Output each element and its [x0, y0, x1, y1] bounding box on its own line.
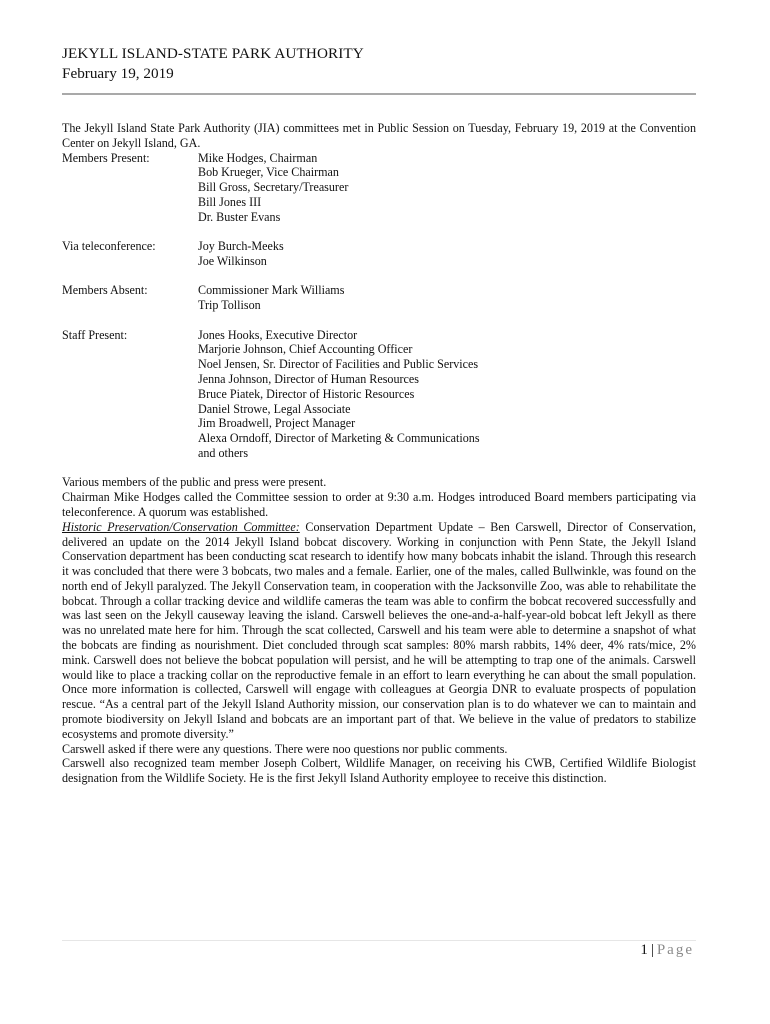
committee-heading: Historic Preservation/Conservation Committee:	[62, 519, 300, 534]
attendee-name: Daniel Strowe, Legal Associate	[198, 401, 351, 416]
attendance-label: Members Absent:	[62, 283, 148, 298]
attendee-name: Bob Krueger, Vice Chairman	[198, 165, 339, 180]
attendee-name: and others	[198, 445, 249, 460]
attendance-members-absent	[62, 283, 696, 313]
attendee-name: Dr. Buster Evans	[198, 209, 281, 224]
header-organization: JEKYLL ISLAND-STATE PARK AUTHORITY	[62, 45, 364, 62]
page-separator: |	[650, 942, 654, 958]
attendance-members-present	[62, 151, 696, 225]
attendee-name: Bill Jones III	[198, 194, 262, 209]
attendance-label: Staff Present:	[62, 327, 128, 342]
committee-update-paragraph	[62, 520, 696, 742]
header-divider	[62, 93, 696, 95]
attendance-names	[198, 151, 696, 225]
attendee-name: Alexa Orndoff, Director of Marketing & Communications	[198, 431, 480, 446]
public-present-paragraph: Various members of the public and press were present.	[62, 475, 327, 490]
questions-paragraph: Carswell asked if there were any questions. There were noo questions nor public comments.	[62, 741, 508, 756]
attendee-name: Mike Hodges, Chairman	[198, 150, 318, 165]
attendee-name: Bruce Piatek, Director of Historic Resources	[198, 386, 415, 401]
attendee-name: Marjorie Johnson, Chief Accounting Officer	[198, 342, 413, 357]
attendee-name: Commissioner Mark Williams	[198, 283, 345, 298]
attendance-names	[198, 239, 696, 269]
attendance-via-teleconference	[62, 239, 696, 269]
attendance-staff-present	[62, 328, 696, 461]
attendee-name: Trip Tollison	[198, 298, 261, 313]
committee-update-body: Conservation Department Update – Ben Carswell, Director of Conservation, delivered an update on the 2014 Jekyll Island bobcat discovery. Working in conjunction with Penn State, the Jekyll Island Conservation department has been conducting scat research to identify how many bobcats inhabit the island. Through this research it was concluded that there were 3 bobcats, two males and a female. Earlier, one of the males, called Bullwinkle, was found on the north end of Jekyll paralyzed. The Jekyll Conservation team, in cooperation with the Jacksonville Zoo, was able to rehabilitate the bobcat. Through a collar tracking device and wildlife cameras the team was able to confirm the bobcat recovered successfully and was last seen on the Jekyll causeway leaving the island. Carswell believes the one-and-a-half-year-old bobcat left Jekyll as there was no unrelated mate here for him. Through the scat collected, Carswell and his team were able to determine a snapshot of what the bobcats are finding as nourishment. Diet concluded through scat samples: 80% marsh rabbits, 14% deer, 4% rats/mice, 2% mink. Carswell does not believe the bobcat population will persist, and he will be attempting to trap one of the animals. Carswell would like to place a tracking collar on the reproductive female in an effort to learn everything he can about the small population. Once more information is collected, Carswell will engage with colleagues at Georgia DNR to evaluate prospects of population rescue. “As a central part of the Jekyll Island Authority mission, our conservation plan is to do whatever we can to maintain and promote biodiversity on Jekyll Island and bobcats are an important part of that. We believe in the value of predators to stabilize ecosystems and promote diversity.”	[62, 519, 696, 741]
page-word: Page	[656, 942, 694, 958]
attendee-name: Joe Wilkinson	[198, 253, 267, 268]
attendance-names	[198, 328, 696, 461]
attendee-name: Jim Broadwell, Project Manager	[198, 416, 356, 431]
page-number: 1	[640, 942, 648, 958]
attendee-name: Bill Gross, Secretary/Treasurer	[198, 180, 349, 195]
call-to-order-paragraph: Chairman Mike Hodges called the Committee session to order at 9:30 a.m. Hodges introduced Board members participating via teleconference. A quorum was established.	[62, 490, 696, 519]
attendance-label: Members Present:	[62, 150, 150, 165]
attendee-name: Jones Hooks, Executive Director	[198, 327, 358, 342]
attendance-label: Via teleconference:	[62, 239, 156, 254]
footer-divider	[62, 940, 696, 941]
page-number-footer	[640, 942, 694, 959]
recognition-paragraph: Carswell also recognized team member Joseph Colbert, Wildlife Manager, on receiving his CWB, Certified Wildlife Biologist designation from the Wildlife Society. He is the first Jekyll Island Authority employee to receive this distinction.	[62, 756, 696, 786]
attendee-name: Jenna Johnson, Director of Human Resources	[198, 371, 419, 386]
intro-paragraph: The Jekyll Island State Park Authority (JIA) committees met in Public Session on Tuesday, February 19, 2019 at the Convention Center on Jekyll Island, GA.	[62, 121, 696, 150]
attendee-name: Noel Jensen, Sr. Director of Facilities and Public Services	[198, 357, 479, 372]
attendance-names	[198, 283, 696, 313]
header-date: February 19, 2019	[62, 65, 174, 82]
attendee-name: Joy Burch-Meeks	[198, 239, 284, 254]
document-body	[62, 121, 696, 786]
